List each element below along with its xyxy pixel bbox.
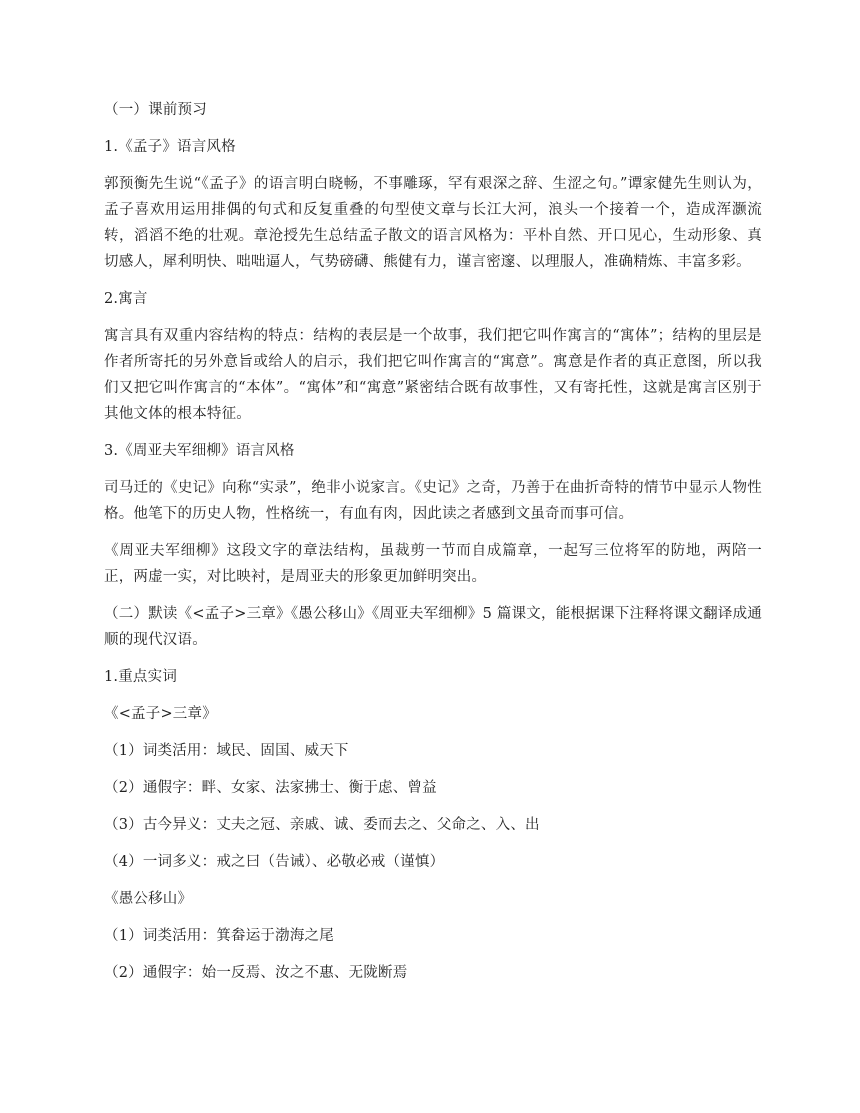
text-title-mencius: 《<孟子>三章》 [104, 706, 217, 722]
paragraph-fable: 寓言具有双重内容结构的特点：结构的表层是一个故事，我们把它叫作寓言的“寓体”；结构的里层是作者所寄托的另外意旨或给人的启示，我们把它叫作寓言的“寓意”。寓意是作者的真正意图，所以我们又把它叫作寓言的“本体”。“寓体”和“寓意”紧密结合既有故事性，又有寄托性，这就是寓言区别于其他文体的根本特征。 [104, 328, 762, 422]
list-item: （1）词类活用：箕畚运于渤海之尾 [104, 928, 334, 944]
text-title-yugong: 《愚公移山》 [104, 891, 193, 907]
list-item: （1）词类活用：域民、固国、威天下 [104, 743, 349, 759]
paragraph-zhouyafu-structure: 《周亚夫军细柳》这段文字的章法结构，虽裁剪一节而自成篇章，一起写三位将军的防地，两陪一正，两虚一实，对比映衬，是周亚夫的形象更加鲜明突出。 [104, 543, 762, 585]
document-page [104, 97, 762, 997]
section-heading-silent-reading: （二）默读《<孟子>三章》《愚公移山》《周亚夫军细柳》5 篇课文，能根据课下注释将课文翻译成通顺的现代汉语。 [104, 606, 762, 648]
list-item: （2）通假字：畔、女家、法家拂士、衡于虑、曾益 [104, 780, 437, 796]
item-heading-fable: 2.寓言 [104, 291, 148, 307]
list-item: （3）古今异义：丈夫之冠、亲戚、诚、委而去之、父命之、入、出 [104, 817, 540, 833]
section-heading-preview: （一）课前预习 [104, 102, 207, 118]
item-heading-mencius-style: 1.《孟子》语言风格 [104, 139, 236, 155]
paragraph-shiji: 司马迁的《史记》向称“实录”，绝非小说家言。《史记》之奇，乃善于在曲折奇特的情节中显示人物性格。他笔下的历史人物，性格统一，有血有肉，因此读之者感到文虽奇而事可信。 [104, 480, 762, 522]
list-item: （2）通假字：始一反焉、汝之不惠、无陇断焉 [104, 965, 408, 981]
list-item: （4）一词多义：戒之曰（告诫）、必敬必戒（谨慎） [104, 854, 445, 870]
item-heading-key-words: 1.重点实词 [104, 669, 178, 685]
item-heading-zhouyafu-style: 3.《周亚夫军细柳》语言风格 [104, 443, 295, 459]
paragraph-mencius-style: 郭预衡先生说“《孟子》的语言明白晓畅，不事雕琢，罕有艰深之辞、生涩之句。”谭家健先生则认为，孟子喜欢用运用排偶的句式和反复重叠的句型使文章与长江大河，浪头一个接着一个，造成浑灏流转，滔滔不绝的壮观。章沧授先生总结孟子散文的语言风格为：平朴自然、开口见心，生动形象、真切感人，犀利明快、咄咄逼人，气势磅礴、熊健有力，谨言密邃、以理服人，准确精炼、丰富多彩。 [104, 176, 762, 270]
